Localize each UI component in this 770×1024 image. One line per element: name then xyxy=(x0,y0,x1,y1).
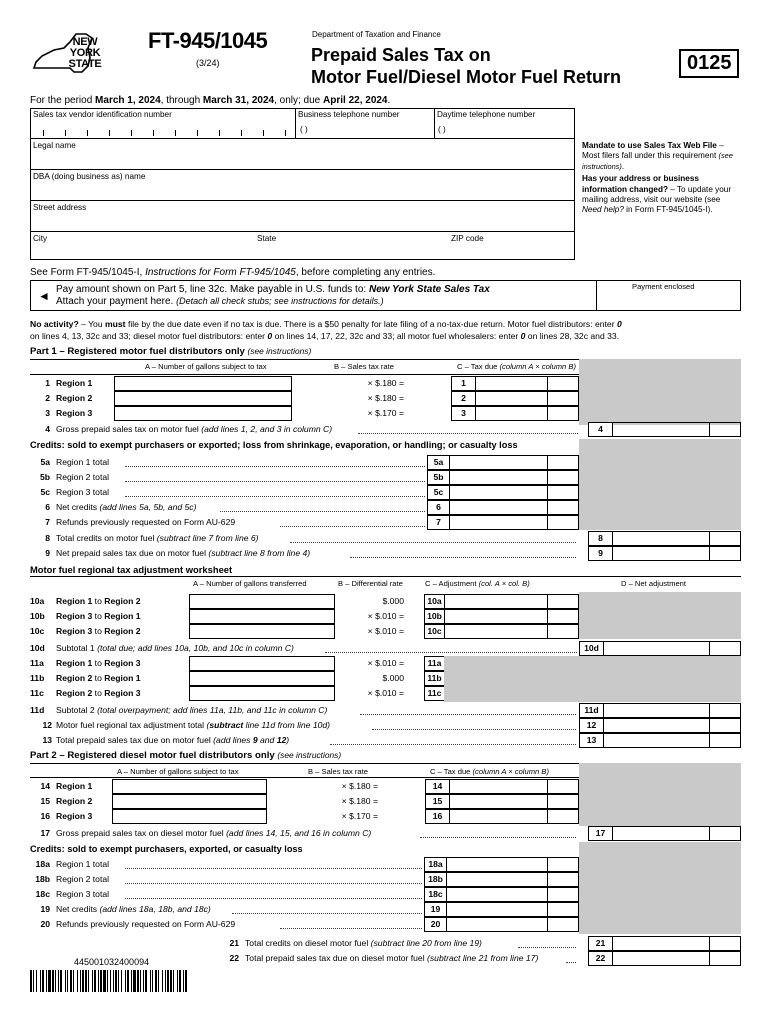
part1-credit-6-line-label: 6 xyxy=(427,500,449,515)
line9-line-label: 9 xyxy=(588,546,612,561)
barcode-bar xyxy=(155,970,157,992)
barcode-bar xyxy=(137,970,139,992)
barcode-bar xyxy=(113,970,114,992)
line10d-line-label: 10d xyxy=(579,641,603,656)
vendor-id-input[interactable] xyxy=(31,124,293,137)
barcode-bar xyxy=(115,970,117,992)
worksheet-row-10b-rate: × $.010 = xyxy=(367,611,404,621)
part1-credit-7-amount-input[interactable] xyxy=(449,515,579,530)
part1-row-1-line-label: 1 xyxy=(451,376,475,391)
dba-label[interactable]: DBA (doing business as) name xyxy=(33,172,146,181)
part1-row-2-label: 2 Region 2 xyxy=(45,393,93,403)
line17-amount-input[interactable] xyxy=(612,826,741,841)
form-title-line1: Prepaid Sales Tax on xyxy=(311,45,491,65)
part1-credit-5b-amount-input[interactable] xyxy=(449,470,579,485)
part1-row-1-tax-amount-input[interactable] xyxy=(475,376,579,391)
barcode-bar xyxy=(82,970,84,992)
part1-colA-header: A – Number of gallons subject to tax xyxy=(145,362,267,371)
line4-text: 4 Gross prepaid sales tax on motor fuel (add lines 1, 2, and 3 in column C) xyxy=(45,424,333,434)
line11d-amount-input[interactable] xyxy=(603,703,741,718)
shaded-area xyxy=(579,763,741,826)
barcode-bar xyxy=(33,970,34,992)
line8-line-label: 8 xyxy=(588,531,612,546)
barcode xyxy=(30,970,187,992)
part2-row-14-gallons-input[interactable] xyxy=(112,779,267,794)
barcode-bar xyxy=(165,970,166,992)
part1-credit-7-line-label: 7 xyxy=(427,515,449,530)
form-revision: (3/24) xyxy=(196,58,220,68)
shaded-area xyxy=(579,592,741,639)
line8-amount-input[interactable] xyxy=(612,531,741,546)
period-line: For the period March 1, 2024, through March 31, 2024, only; due April 22, 2024. xyxy=(30,95,391,106)
part1-credit-6-amount-input[interactable] xyxy=(449,500,579,515)
part2-row-14-tax-amount-input[interactable] xyxy=(449,779,579,794)
barcode-bar xyxy=(46,970,47,992)
barcode-bar xyxy=(107,970,108,992)
line9-text: 9 Net prepaid sales tax due on motor fuel (subtract line 8 from line 4) xyxy=(45,548,311,558)
part2-credit-18b-amount-input[interactable] xyxy=(446,872,579,887)
part1-row-1-label: 1 Region 1 xyxy=(45,378,93,388)
part2-credit-19-text: 19 Net credits (add lines 18a, 18b, and 18c) xyxy=(40,904,211,914)
part1-credit-5c-line-label: 5c xyxy=(427,485,449,500)
worksheet-row-10a-adjustment-input[interactable] xyxy=(444,594,579,609)
line13-text: 13 Total prepaid sales tax due on motor fuel (add lines 9 and 12) xyxy=(42,735,290,745)
worksheet-row-11a-line-label: 11a xyxy=(424,656,444,671)
daytime-phone-label: Daytime telephone number xyxy=(437,110,536,119)
barcode-number: 445001032400094 xyxy=(74,957,150,967)
barcode-bar xyxy=(127,970,129,992)
part2-row-15-label: 15 Region 2 xyxy=(40,796,93,806)
form-title-line2: Motor Fuel/Diesel Motor Fuel Return xyxy=(311,67,622,87)
barcode-bar xyxy=(100,970,102,992)
barcode-bar xyxy=(88,970,89,992)
worksheet-row-10a-gallons-input[interactable] xyxy=(189,594,335,609)
barcode-bar xyxy=(85,970,87,992)
barcode-bar xyxy=(131,970,132,992)
worksheet-row-10c-gallons-input[interactable] xyxy=(189,624,335,639)
barcode-bar xyxy=(118,970,119,992)
barcode-bar xyxy=(179,970,181,992)
no-activity-line2: on lines 4, 13, 32c and 33; diesel motor fuel distributors: enter 0 on lines 14, 17, 22, 32c and 33; all motor fuel wholesalers: enter 0 on lines 28, 32c and 33. xyxy=(30,331,620,341)
part1-row-3-line-label: 3 xyxy=(451,406,475,421)
worksheet-row-11b-line-label: 11b xyxy=(424,671,444,686)
barcode-bar xyxy=(103,970,106,992)
barcode-bar xyxy=(73,970,74,992)
part1-row-2-rate: × $.180 = xyxy=(367,393,404,403)
line10d-amount-input[interactable] xyxy=(603,641,741,656)
line9-amount-input[interactable] xyxy=(612,546,741,561)
part2-colC-header: C – Tax due (column A × column B) xyxy=(430,767,549,776)
worksheet-row-10c-rate: × $.010 = xyxy=(367,626,404,636)
part1-row-1-rate: × $.180 = xyxy=(367,378,404,388)
form-number: FT-945/1045 xyxy=(148,28,268,53)
worksheet-row-11a-label: 11a Region 1 to Region 3 xyxy=(30,658,141,668)
line8-text: 8 Total credits on motor fuel (subtract line 7 from line 6) xyxy=(45,533,259,543)
part2-row-15-rate: × $.180 = xyxy=(341,796,378,806)
barcode-bar xyxy=(94,970,96,992)
part2-credit-20-line-label: 20 xyxy=(424,917,446,932)
part2-row-15-line-label: 15 xyxy=(425,794,449,809)
part2-row-16-label: 16 Region 3 xyxy=(40,811,93,821)
barcode-bar xyxy=(98,970,99,992)
part2-credit-19-line-label: 19 xyxy=(424,902,446,917)
payment-arrow-icon: ◄ xyxy=(38,289,50,303)
part1-row-3-tax-amount-input[interactable] xyxy=(475,406,579,421)
line21-text: 21 Total credits on diesel motor fuel (subtract line 20 from line 19) xyxy=(229,938,482,948)
line12-amount-input[interactable] xyxy=(603,718,741,733)
barcode-bar xyxy=(92,970,93,992)
sidebar-notice xyxy=(582,141,742,216)
worksheet-row-11b-label: 11b Region 2 to Region 1 xyxy=(30,673,141,683)
barcode-bar xyxy=(55,970,56,992)
part2-row-14-rate: × $.180 = xyxy=(341,781,378,791)
barcode-bar xyxy=(125,970,126,992)
department-name: Department of Taxation and Finance xyxy=(312,30,441,39)
barcode-bar xyxy=(52,970,54,992)
zip-label[interactable]: ZIP code xyxy=(451,234,484,243)
part2-credit-18c-amount-input[interactable] xyxy=(446,887,579,902)
line22-line-label: 22 xyxy=(588,951,612,966)
see-instructions: See Form FT-945/1045-I, Instructions for Form FT-945/1045, before completing any entries. xyxy=(30,267,436,278)
barcode-bar xyxy=(80,970,81,992)
barcode-bar xyxy=(77,970,78,992)
line12-text: 12 Motor fuel regional tax adjustment total (subtract line 11d from line 10d) xyxy=(42,720,331,730)
no-activity-line1: No activity? – You must file by the due date even if no tax is due. There is a $50 penalty for late filing of a no-tax-due return. Motor fuel distributors: enter 0 xyxy=(30,319,622,329)
worksheet-row-11b-rate: $.000 xyxy=(382,673,404,683)
part2-row-16-rate: × $.170 = xyxy=(341,811,378,821)
part1-row-1-gallons-input[interactable] xyxy=(114,376,292,391)
shaded-area xyxy=(444,656,579,702)
worksheet-title: Motor fuel regional tax adjustment worksheet xyxy=(30,564,233,575)
part2-credit-18a-line-label: 18a xyxy=(424,857,446,872)
payment-enclosed-label: Payment enclosed xyxy=(632,282,695,291)
worksheet-row-11a-rate: × $.010 = xyxy=(367,658,404,668)
line21-amount-input[interactable] xyxy=(612,936,741,951)
legal-name-label[interactable]: Legal name xyxy=(33,141,76,150)
part1-row-3-gallons-input[interactable] xyxy=(114,406,292,421)
worksheet-row-11c-rate: × $.010 = xyxy=(367,688,404,698)
part1-credit-5a-text: 5a Region 1 total xyxy=(40,457,110,467)
worksheet-colA-header: A – Number of gallons transferred xyxy=(193,579,307,588)
part2-credit-18c-text: 18c Region 3 total xyxy=(35,889,110,899)
worksheet-row-10b-gallons-input[interactable] xyxy=(189,609,335,624)
worksheet-row-11b-gallons-input[interactable] xyxy=(189,671,335,686)
worksheet-row-10b-label: 10b Region 3 to Region 1 xyxy=(30,611,141,621)
city-label[interactable]: City xyxy=(33,234,48,243)
barcode-bar xyxy=(70,970,72,992)
part1-credit-5a-amount-input[interactable] xyxy=(449,455,579,470)
part1-credit-5b-line-label: 5b xyxy=(427,470,449,485)
part2-credit-20-text: 20 Refunds previously requested on Form AU-629 xyxy=(40,919,236,929)
barcode-bar xyxy=(185,970,187,992)
line13-amount-input[interactable] xyxy=(603,733,741,748)
barcode-bar xyxy=(42,970,44,992)
part1-row-2-gallons-input[interactable] xyxy=(114,391,292,406)
part2-row-16-tax-amount-input[interactable] xyxy=(449,809,579,824)
barcode-bar xyxy=(67,970,68,992)
barcode-bar xyxy=(143,970,144,992)
worksheet-row-10a-line-label: 10a xyxy=(424,594,444,609)
worksheet-row-11c-line-label: 11c xyxy=(424,686,444,701)
barcode-bar xyxy=(145,970,147,992)
line13-line-label: 13 xyxy=(579,733,603,748)
barcode-bar xyxy=(152,970,153,992)
business-phone-label: Business telephone number xyxy=(298,110,400,119)
attach-instruction: Attach your payment here. (Detach all check stubs; see instructions for details.) xyxy=(56,296,384,307)
part2-row-15-gallons-input[interactable] xyxy=(112,794,267,809)
ny-state-logo-text: NEW YORK STATE xyxy=(68,36,102,70)
barcode-bar xyxy=(60,970,62,992)
line22-amount-input[interactable] xyxy=(612,951,741,966)
worksheet-row-10a-rate: $.000 xyxy=(382,596,404,606)
line11d-text: 11d Subtotal 2 (total overpayment; add lines 11a, 11b, and 11c in column C) xyxy=(30,705,328,715)
part2-credit-18c-line-label: 18c xyxy=(424,887,446,902)
worksheet-colB-header: B – Differential rate xyxy=(338,579,403,588)
part1-row-3-rate: × $.170 = xyxy=(367,408,404,418)
worksheet-row-11c-gallons-input[interactable] xyxy=(189,686,335,701)
line21-line-label: 21 xyxy=(588,936,612,951)
ny-state-logo xyxy=(30,28,122,76)
barcode-bar xyxy=(183,970,184,992)
barcode-bar xyxy=(48,970,51,992)
state-label[interactable]: State xyxy=(257,234,277,243)
part2-row-14-line-label: 14 xyxy=(425,779,449,794)
barcode-bar xyxy=(58,970,59,992)
worksheet-row-10c-line-label: 10c xyxy=(424,624,444,639)
part1-credit-7-text: 7 Refunds previously requested on Form AU-629 xyxy=(45,517,236,527)
payment-enclosed-input[interactable] xyxy=(597,293,740,310)
part2-credit-20-amount-input[interactable] xyxy=(446,917,579,932)
barcode-bar xyxy=(167,970,169,992)
worksheet-row-10a-label: 10a Region 1 to Region 2 xyxy=(30,596,141,606)
barcode-bar xyxy=(173,970,174,992)
worksheet-row-10b-line-label: 10b xyxy=(424,609,444,624)
line10d-text: 10d Subtotal 1 (total due; add lines 10a, 10b, and 10c in column C) xyxy=(30,643,294,653)
form-code: 0125 xyxy=(687,52,732,74)
barcode-bar xyxy=(140,970,141,992)
part1-credit-6-text: 6 Net credits (add lines 5a, 5b, and 5c) xyxy=(45,502,197,512)
business-phone-input[interactable]: ( ) xyxy=(300,125,308,134)
mandate-notice: Mandate to use Sales Tax Web File – Most filers fall under this requirement (see instructions). xyxy=(582,141,733,171)
part1-credit-5c-text: 5c Region 3 total xyxy=(40,487,110,497)
shaded-area xyxy=(579,842,741,934)
vendor-id-label: Sales tax vendor identification number xyxy=(33,110,172,119)
worksheet-row-10c-label: 10c Region 3 to Region 2 xyxy=(30,626,141,636)
barcode-bar xyxy=(177,970,178,992)
barcode-bar xyxy=(121,970,122,992)
line17-line-label: 17 xyxy=(588,826,612,841)
street-label[interactable]: Street address xyxy=(33,203,87,212)
part2-row-14-label: 14 Region 1 xyxy=(40,781,93,791)
barcode-bar xyxy=(36,970,37,992)
barcode-bar xyxy=(150,970,151,992)
part2-colB-header: B – Sales tax rate xyxy=(308,767,368,776)
line12-line-label: 12 xyxy=(579,718,603,733)
barcode-bar xyxy=(170,970,172,992)
part1-row-2-line-label: 2 xyxy=(451,391,475,406)
barcode-bar xyxy=(158,970,159,992)
part2-credit-18b-text: 18b Region 2 total xyxy=(35,874,110,884)
line17-text: 17 Gross prepaid sales tax on diesel motor fuel (add lines 14, 15, and 16 in column C) xyxy=(40,828,372,838)
barcode-bar xyxy=(30,970,32,992)
barcode-bar xyxy=(110,970,111,992)
part2-credit-18a-text: 18a Region 1 total xyxy=(35,859,110,869)
part2-row-16-gallons-input[interactable] xyxy=(112,809,267,824)
daytime-phone-input[interactable]: ( ) xyxy=(438,125,446,134)
part2-credits-title: Credits: sold to exempt purchasers, exported, or casualty loss xyxy=(30,844,303,854)
line4-line-label: 4 xyxy=(588,422,612,437)
part1-row-2-tax-amount-input[interactable] xyxy=(475,391,579,406)
part1-title: Part 1 – Registered motor fuel distributors only (see instructions) xyxy=(30,346,312,357)
part2-credit-19-amount-input[interactable] xyxy=(446,902,579,917)
worksheet-colD-header: D – Net adjustment xyxy=(621,579,686,588)
line11d-line-label: 11d xyxy=(579,703,603,718)
part1-shade xyxy=(579,359,741,425)
barcode-bar xyxy=(133,970,136,992)
address-change-notice: Has your address or business information changed? – To update your mailing address, visit our website (see Need help? in Form FT-945/1045-I). xyxy=(582,174,732,215)
part2-credit-18b-line-label: 18b xyxy=(424,872,446,887)
pay-instruction: Pay amount shown on Part 5, line 32c. Make payable in U.S. funds to: New York State Sales Tax xyxy=(56,284,490,295)
barcode-bar xyxy=(40,970,41,992)
part2-title: Part 2 – Registered diesel motor fuel distributors only (see instructions) xyxy=(30,750,342,761)
part1-credits-title: Credits: sold to exempt purchasers or exported; loss from shrinkage, evaporation, or handling; or casualty loss xyxy=(30,440,518,450)
part2-row-15-tax-amount-input[interactable] xyxy=(449,794,579,809)
part1-colC-header: C – Tax due (column A × column B) xyxy=(457,362,576,371)
part1-credit-5c-amount-input[interactable] xyxy=(449,485,579,500)
worksheet-colC-header: C – Adjustment (col. A × col. B) xyxy=(425,579,530,588)
worksheet-row-10c-adjustment-input[interactable] xyxy=(444,624,579,639)
worksheet-row-10b-adjustment-input[interactable] xyxy=(444,609,579,624)
part1-colB-header: B – Sales tax rate xyxy=(334,362,394,371)
worksheet-row-11c-label: 11c Region 2 to Region 3 xyxy=(30,688,141,698)
part2-colA-header: A – Number of gallons subject to tax xyxy=(117,767,239,776)
barcode-bar xyxy=(162,970,163,992)
part1-row-3-label: 3 Region 3 xyxy=(45,408,93,418)
barcode-bar xyxy=(65,970,66,992)
line4-amount-input[interactable] xyxy=(612,422,741,437)
part1-credit-5b-text: 5b Region 2 total xyxy=(39,472,110,482)
worksheet-row-11a-gallons-input[interactable] xyxy=(189,656,335,671)
part2-row-16-line-label: 16 xyxy=(425,809,449,824)
part2-credit-18a-amount-input[interactable] xyxy=(446,857,579,872)
line22-text: 22 Total prepaid sales tax due on diesel motor fuel (subtract line 21 from line 17) xyxy=(229,953,539,963)
part1-credit-5a-line-label: 5a xyxy=(427,455,449,470)
